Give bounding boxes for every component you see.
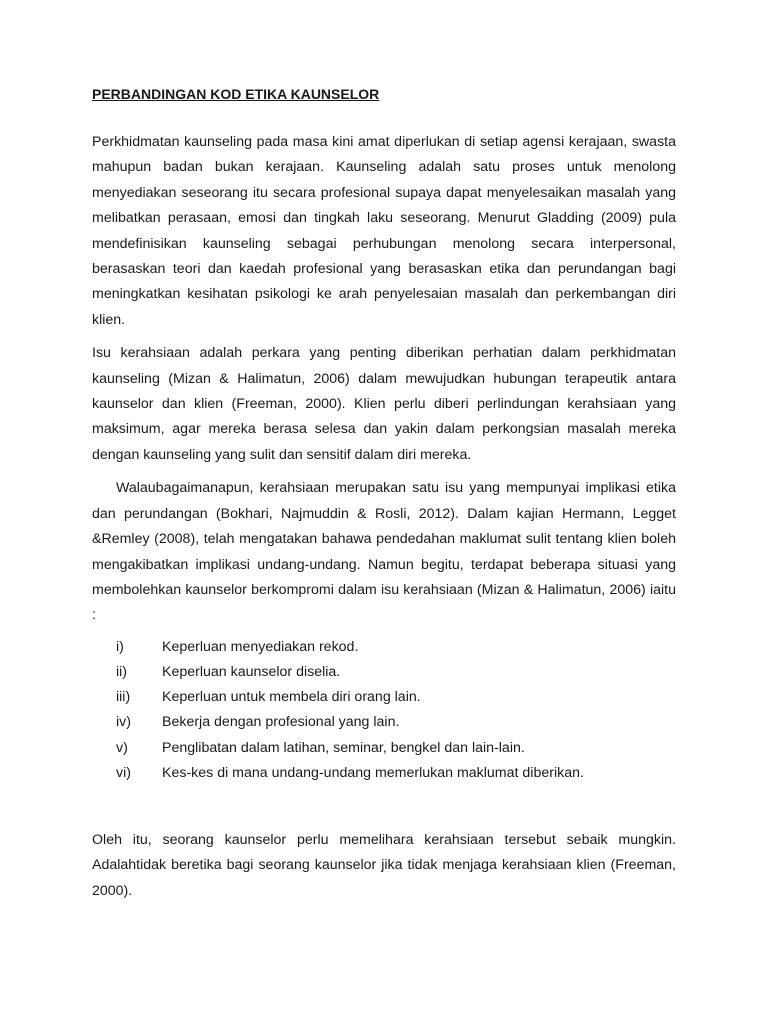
document-title: PERBANDINGAN KOD ETIKA KAUNSELOR — [92, 86, 380, 102]
list-item-text: Keperluan untuk membela diri orang lain. — [162, 689, 421, 706]
paragraph-conclusion: Oleh itu, seorang kaunselor perlu memelihara kerahsiaan tersebut sebaik mungkin. Adalahtidak beretika bagi seorang kaunselor jika tidak menjaga kerahsiaan klien (Freeman, 2000). — [92, 831, 676, 899]
list-item — [92, 685, 676, 710]
situation-list — [92, 635, 676, 786]
list-item-number: iv) — [116, 714, 131, 731]
list-item — [92, 710, 676, 735]
list-item-text: Penglibatan dalam latihan, seminar, bengkel dan lain-lain. — [162, 739, 525, 756]
paragraph-confidentiality: Isu kerahsiaan adalah perkara yang penting diberikan perhatian dalam perkhidmatan kaunseling (Mizan & Halimatun, 2006) dalam mewujudkan hubungan terapeutik antara kaunselor dan klien (Freeman, 2000). Klien perlu diberi perlindungan kerahsiaan yang maksimum, agar mereka berasa selesa dan yakin dalam perkongsian masalah mereka dengan kaunseling yang sulit dan sensitif dalam diri mereka. — [92, 345, 676, 463]
list-item-number: vi) — [116, 764, 131, 781]
list-item — [92, 736, 676, 761]
list-item-text: Kes-kes di mana undang-undang memerlukan maklumat diberikan. — [162, 764, 584, 781]
list-item-text: Keperluan kaunselor diselia. — [162, 663, 341, 680]
list-item-number: iii) — [116, 689, 131, 706]
list-item — [92, 660, 676, 685]
paragraph-implications: Walaubagaimanapun, kerahsiaan merupakan satu isu yang mempunyai implikasi etika dan perundangan (Bokhari, Najmuddin & Rosli, 2012). Dalam kajian Hermann, Legget &Remley (2008), telah mengatakan bahawa pendedahan maklumat sulit tentang klien boleh mengakibatkan implikasi undang-undang. Namun begitu, terdapat beberapa situasi yang membolehkan kaunselor berkompromi dalam isu kerahsiaan (Mizan & Halimatun, 2006) iaitu : — [92, 480, 676, 624]
list-item-number: ii) — [116, 663, 128, 680]
list-item-number: v) — [116, 739, 128, 756]
list-item — [92, 635, 676, 660]
list-item-number: i) — [116, 638, 124, 655]
paragraph-intro: Perkhidmatan kaunseling pada masa kini amat diperlukan di setiap agensi kerajaan, swasta mahupun badan bukan kerajaan. Kaunseling adalah satu proses untuk menolong menyediakan seseorang itu secara profesional supaya dapat menyelesaikan masalah yang melibatkan perasaan, emosi dan tingkah laku seseorang. Menurut Gladding (2009) pula mendefinisikan kaunseling sebagai perhubungan menolong secara interpersonal, berasaskan teori dan kaedah profesional yang berasaskan etika dan perundangan bagi meningkatkan kesihatan psikologi ke arah penyelesaian masalah dan perkembangan diri klien. — [92, 134, 676, 328]
list-item-text: Keperluan menyediakan rekod. — [162, 638, 359, 655]
document-page — [92, 84, 676, 912]
list-item-text: Bekerja dengan profesional yang lain. — [162, 714, 400, 731]
list-item — [92, 761, 676, 786]
